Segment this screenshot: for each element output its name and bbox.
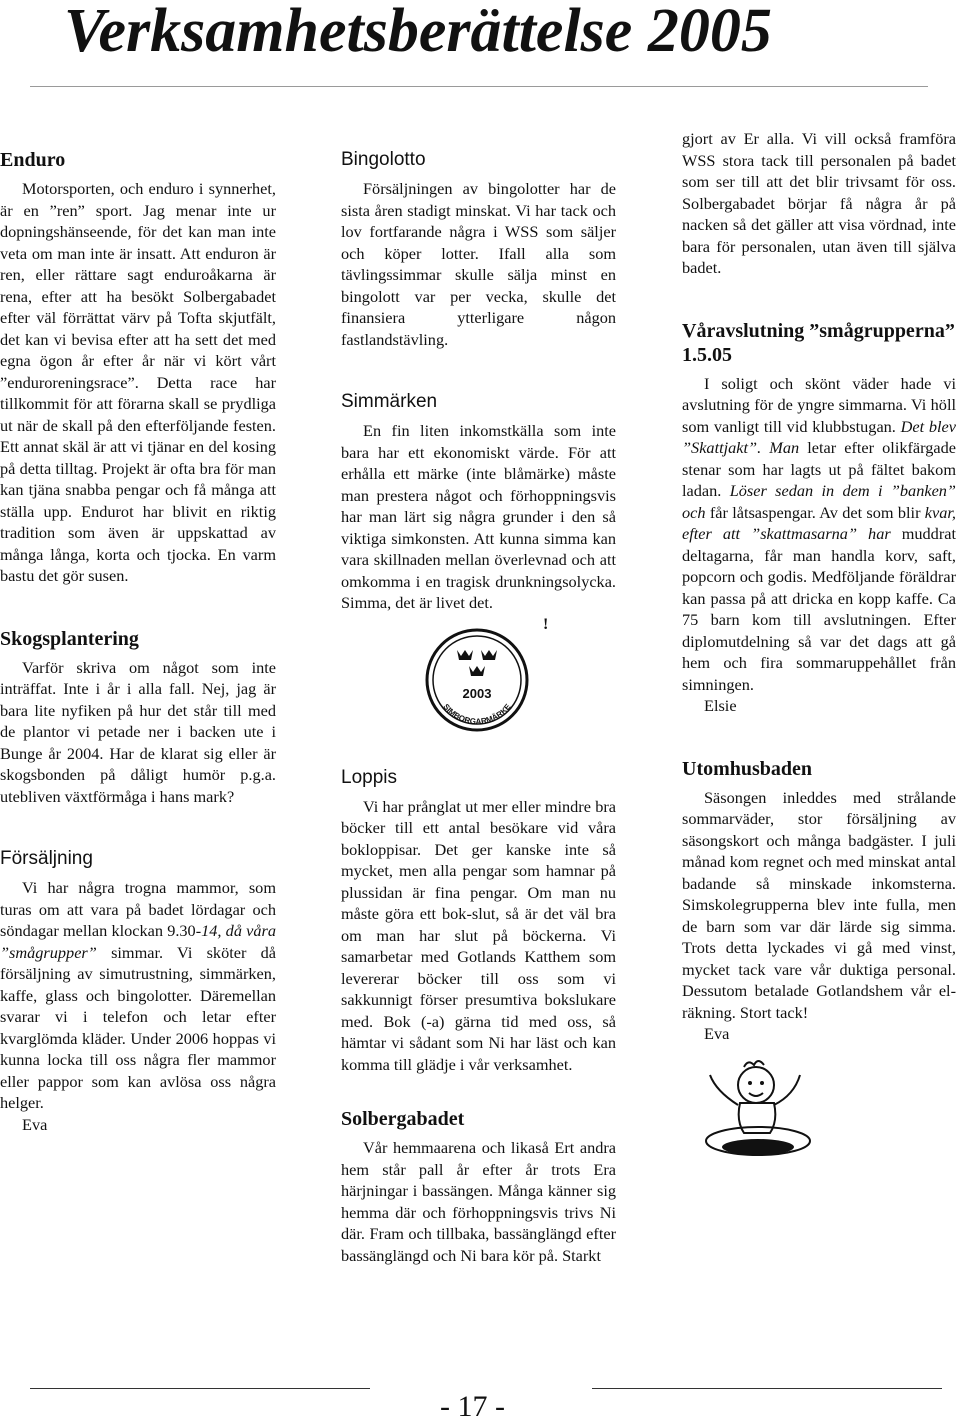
section-varavslutning [682,319,956,717]
section-text-simmarken: En fin liten inkomstkälla som inte bara har ett ekonomiskt värde. För att erhålla ett märke (inte blåmärke) måste man prestera något och förhoppningsvis har man lärt sig några grunder i den så viktiga simkonsten. Att kunna simma kan vara skillnaden mellan överlevnad och att omkomma i en tragisk drunkningsolycka. Simma, det är livet det. [341,421,616,612]
section-heading-varavslutning: Våravslutning ”smågrupperna” 1.5.05 [682,319,955,366]
section-text-utomhusbaden: Säsongen inleddes med strålande sommarväder, stor försäljning av säsongskort och många badgäster. I juli månad kom regnet och med minskat antal badande så minskade inkomsterna. Simskolegrupperna blev inte fulla, men de barn som var där lärde sig simma. Trots detta lyckades vi gå med vinst, mycket tack vare vår duktiga personal. Dessutom betalade Gotlandshem vår el-räkning. Stort tack! [682,787,956,1022]
section-simmarken [341,390,616,614]
section-text-varavslutning: I soligt och skönt väder hade vi avslutning för de yngre simmarna. Vi höll som vanligt till vid klubbstugan. Det blev ”Skattjakt”. Man letar efter olikfärgade stenar som har lagts ut på fältet bakom ladan. Löser sedan in dem i ”banken” och får låtsaspengar. Av det som blir kvar, efter att ”skattmasarna” har muddrat deltagarna, får man handla korv, saft, popcorn och godis. Medföljande föräldrar kan passa på att dricka en kopp kaffe. Ca 75 barn kom till avslutningen. Efter diplomutdelning så var det dags att gå hem och fira sommaruppehållet från simningen. [682,373,957,694]
column-middle [341,148,616,1266]
section-text-solbergabadet: Vår hemmaarena och likaså Ert andra hem står pall år efter år trots Era härjningar i bassängen. Många känner sig hemma där och förhoppningsvis trivs Ni där. Fram och tillbaka, bassänglängd efter bassänglängd och Ni bara kör på. Starkt [341,1138,616,1265]
column-left [0,148,276,1135]
stamp-note: ! [543,615,549,633]
simborgarmarke-badge-icon [421,626,533,734]
page-number: - 17 - [440,1390,505,1423]
section-text-forsaljning: Vi har några trogna mammor, som turas om att vara på badet lördagar och söndagar mellan klockan 9.30-14, då våra ”smågrupper” simmar. Vi sköter då försäljning av simutrustning, simmärken, kaffe, glass och bingolotter. Däremellan svarar vi i telefon och letar efter kvarglömda kläder. Under 2006 hoppas vi kunna locka till oss några fler mammor eller pappor som kan avlösa oss några helger. [0,878,276,1112]
section-skogsplantering [0,627,276,808]
section-utomhusbaden [682,757,956,1045]
section-text-loppis: Vi har prånglat ut mer eller mindre bra böcker till ett antal besökare vid våra bokloppisar. Det ger kanske inte så mycket, men alla pengar som hamnar på plussidan är fina pengar. Om man nu måste göra ett bok-slut, så är det väl bra om man har slut på böckerna. Vi samarbetar med Gotlands Katthem som levererar böcker till oss som vi sakkunnigt förser presumtiva bokslukare med. Bok (-a) gärna tid med oss, så hämtar vi sådant som Ni har läst och kan komma till glädje i vår verksamhet. [341,796,616,1074]
signature-forsaljning: Eva [22,1114,48,1134]
page-title: Verksamhetsberättelse 2005 [64,0,772,65]
title-divider [30,86,928,87]
section-bingolotto [341,148,616,350]
svg-text:2003: 2003 [462,685,492,701]
section-heading-enduro: Enduro [0,149,66,171]
section-text-enduro: Motorsporten, och enduro i synnerhet, är en ”ren” sport. Jag menar inte ur dopningshänseende, för det kan man inte veta om man inte är insatt. Att enduron är ren, eller rättare sagt enduroåkarna är rena, efter att ha besökt Solbergabadet efter väl förrättat värv på Tofta skjutfält, det kan vi bevisa efter att ha sett det med egna ögon år efter år när vi kört vårt ”enduroreningsrace”. Detta race har tillkommit för att förarna skall se prydliga ut när de skall på den efterföljande festen. Ett annat skäl är att vi tjänar en del kosing på detta tilltag. Projekt är ofta bra för man kan tjäna snabba pengar och få många att ställa upp. Endurot har blivit en riktig tradition som även är uppskattad av många långa, korta och tjocka. En varm bastu det gör susen. [0,179,276,585]
footer-rule-left [30,1388,370,1389]
section-text-bingolotto: Försäljningen av bingolotter har de sista åren stadigt minskat. Vi har tack och lov fortfarande några i WSS som säljer och köper lotter. Ifall alla som tävlingssimmar skulle sälja minst en bingolott var per vecka, skulle det finansiera ytterligare någon fastlandstävling. [341,179,616,349]
section-heading-simmarken: Simmärken [341,391,438,412]
section-text-skogsplantering: Varför skriva om något som inte inträffat. Inte i år i alla fall. Nej, jag är bara lite nyfiken på hur det står till med de plantor vi petade ner i backen ute i Bunge år 2004. Har de klarat sig eller är skogsbonden på dåligt humör p.g.a. utebliven växtförmåga i hans mark? [0,657,276,806]
svg-text:SIMBORGARMÄRKE: SIMBORGARMÄRKE [441,701,513,726]
section-forsaljning [0,847,276,1135]
signature-varavslutning: Elsie [704,696,737,715]
column-right [682,128,956,1170]
continuation-text: gjort av Er alla. Vi vill också framföra WSS stora tack till personalen på badet som ser till att det blir trivsamt för oss. Solbergabadet börjar få några år på nacken så det gäller att visa vördnad, inte bara för personalen, utan även till själva badet. [682,129,956,277]
section-heading-bingolotto: Bingolotto [341,149,426,170]
swimmer-illustration-icon [694,1057,824,1165]
section-heading-loppis: Loppis [341,766,397,788]
section-enduro [0,148,276,587]
section-heading-skogsplantering: Skogsplantering [0,627,139,650]
signature-utomhusbaden: Eva [704,1024,730,1043]
section-heading-forsaljning: Försäljning [0,848,93,869]
section-loppis [341,766,616,1076]
section-heading-solbergabadet: Solbergabadet [341,1108,465,1130]
section-heading-utomhusbaden: Utomhusbaden [682,757,813,780]
footer-rule-right [592,1388,942,1389]
stamp-area [341,614,616,734]
section-solbergabadet [341,1107,616,1266]
